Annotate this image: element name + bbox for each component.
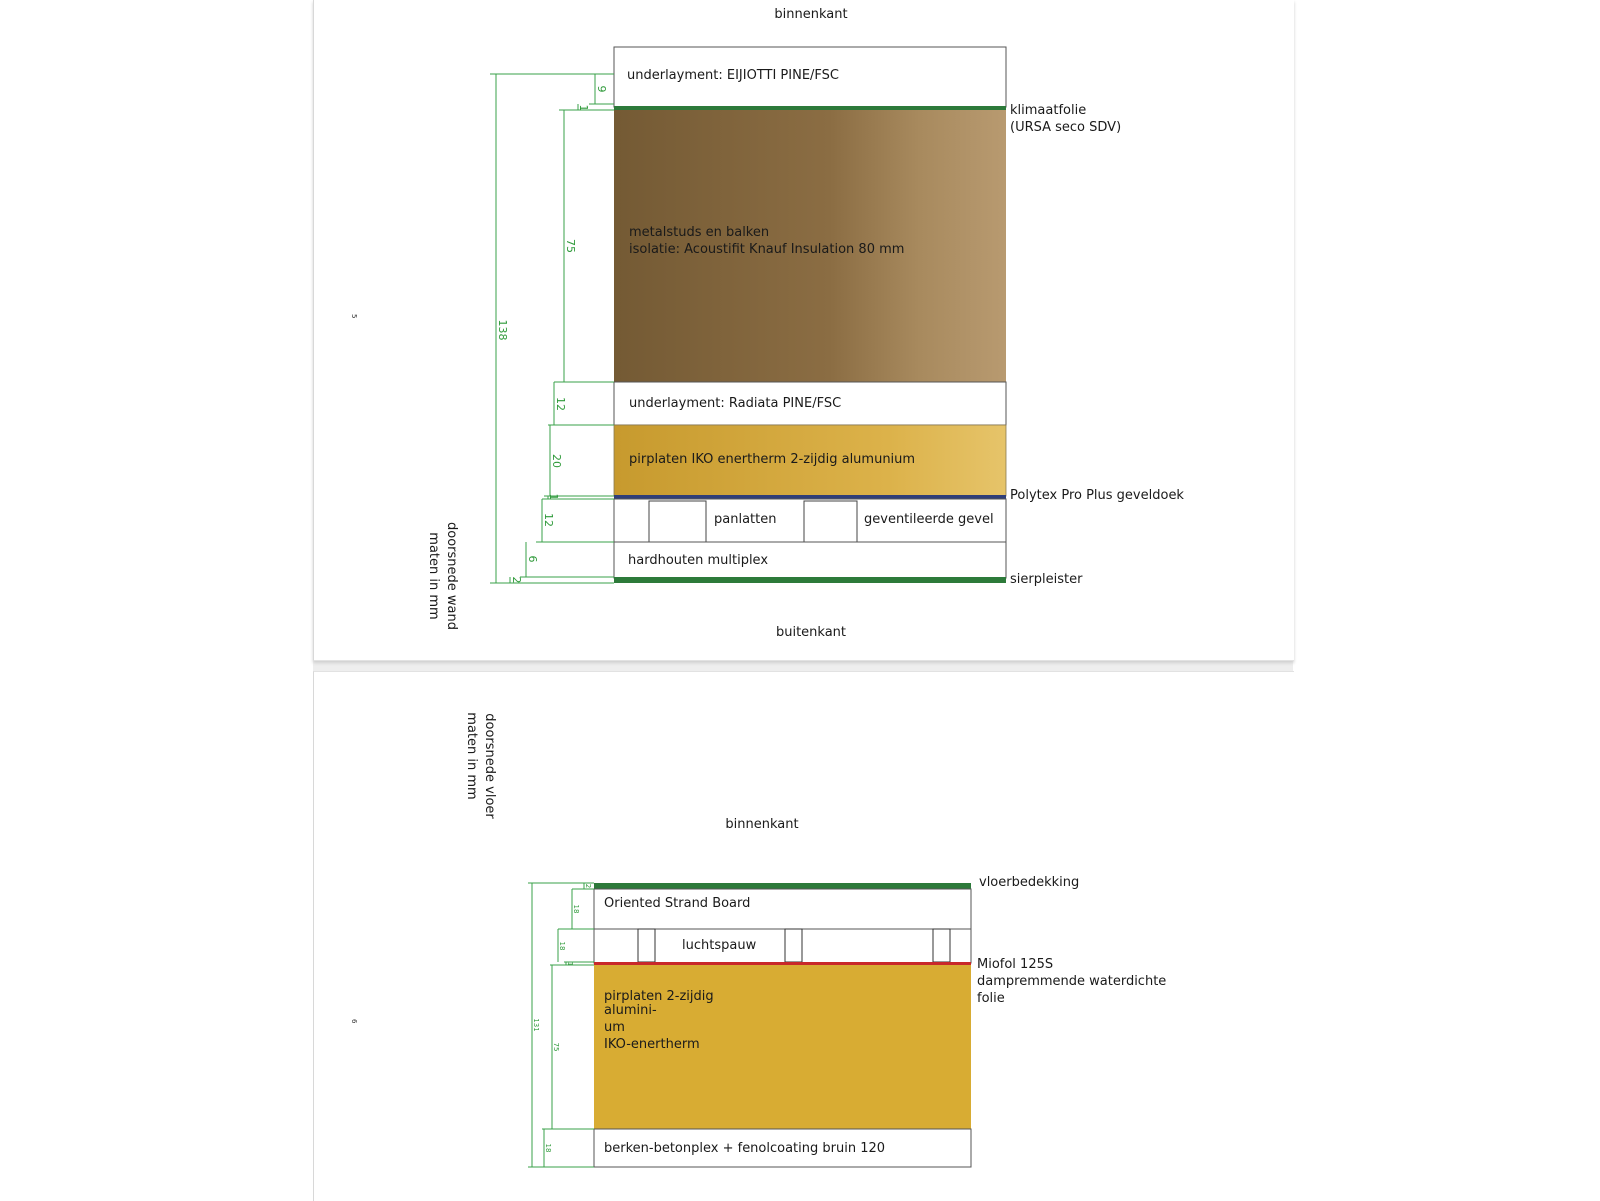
- underlayment-top-label: underlayment: EIJIOTTI PINE/FSC: [627, 68, 839, 83]
- outside-label: buitenkant: [775, 625, 847, 640]
- berken-label: berken-betonplex + fenolcoating bruin 120: [604, 1141, 886, 1156]
- luchtspauw-label: luchtspauw: [682, 938, 757, 953]
- insulation-label-2: isolatie: Acoustifit Knauf Insulation 80 mm: [629, 242, 905, 257]
- layer-polytex: [614, 495, 1006, 499]
- floor-page-number: 6: [350, 1019, 358, 1024]
- layer-vloerbedekking: [594, 883, 971, 889]
- page-number: 5: [350, 314, 358, 319]
- floor-section-drawing: [314, 672, 1294, 1201]
- klimaatfolie-label-1: klimaatfolie: [1010, 103, 1087, 118]
- page-separator: [313, 661, 1293, 671]
- pir-floor-label-4: IKO-enertherm: [604, 1037, 700, 1052]
- miofol-label-3: folie: [977, 991, 1005, 1006]
- dim-total: 138: [496, 319, 509, 341]
- dim-75: 75: [564, 239, 577, 253]
- miofol-label-2: dampremmende waterdichte: [977, 974, 1167, 989]
- panlatten-label: panlatten: [714, 512, 777, 527]
- dim-12b: 12: [542, 513, 555, 527]
- pirplaten-label: pirplaten IKO enertherm 2-zijdig alumunium: [629, 452, 916, 467]
- floor-title-line2: maten in mm: [464, 712, 479, 800]
- hardhout-label: hardhouten multiplex: [628, 553, 769, 568]
- floor-dim-2: 2: [584, 883, 592, 889]
- floor-dim-75: 75: [552, 1042, 560, 1052]
- floor-dim-18b: 18: [558, 941, 566, 951]
- klimaatfolie-label-2: (URSA seco SDV): [1010, 120, 1122, 135]
- sierpleister-label: sierpleister: [1010, 572, 1083, 587]
- wall-title-line2: maten in mm: [426, 532, 441, 620]
- floor-section-page: [313, 671, 1294, 1201]
- batten-1: [649, 501, 706, 542]
- pir-floor-label-3: um: [604, 1020, 625, 1035]
- geventileerde-label: geventileerde gevel: [864, 512, 994, 527]
- dim-9: 9: [595, 85, 608, 93]
- floor-title-line1: doorsnede vloer: [482, 713, 497, 819]
- insulation-label-1: metalstuds en balken: [629, 225, 770, 240]
- floor-dim-total: 131: [532, 1018, 540, 1032]
- floor-inside-label: binnenkant: [725, 817, 799, 832]
- inside-label: binnenkant: [774, 7, 848, 22]
- wall-section-drawing: [314, 0, 1294, 660]
- dim-6: 6: [526, 555, 539, 563]
- layer-klimaatfolie: [614, 106, 1006, 110]
- batten-2: [804, 501, 857, 542]
- pir-floor-label-1: pirplaten 2-zijdig: [604, 989, 714, 1004]
- vloerbedekking-label: vloerbedekking: [979, 875, 1080, 890]
- miofol-label-1: Miofol 125S: [977, 957, 1054, 972]
- wall-title-line1: doorsnede wand: [444, 522, 459, 630]
- layer-sierpleister: [614, 577, 1006, 583]
- dim-2: 2: [510, 576, 523, 584]
- floor-dim-18: 18: [572, 904, 580, 914]
- dim-12a: 12: [554, 397, 567, 411]
- joist-3: [933, 929, 950, 962]
- dim-1b: 1: [547, 493, 560, 501]
- dim-1a: 1: [577, 104, 590, 112]
- joist-2: [785, 929, 802, 962]
- osb-label: Oriented Strand Board: [604, 896, 751, 911]
- floor-dim-18c: 18: [544, 1143, 552, 1153]
- dim-20: 20: [550, 454, 563, 468]
- joist-1: [638, 929, 655, 962]
- pir-floor-label-2: alumini-: [604, 1003, 657, 1018]
- layer-miofol: [594, 962, 971, 965]
- wall-section-page: [313, 0, 1294, 661]
- underlayment-mid-label: underlayment: Radiata PINE/FSC: [629, 396, 842, 411]
- floor-dim-1: 1: [566, 961, 574, 967]
- polytex-label: Polytex Pro Plus geveldoek: [1010, 488, 1184, 503]
